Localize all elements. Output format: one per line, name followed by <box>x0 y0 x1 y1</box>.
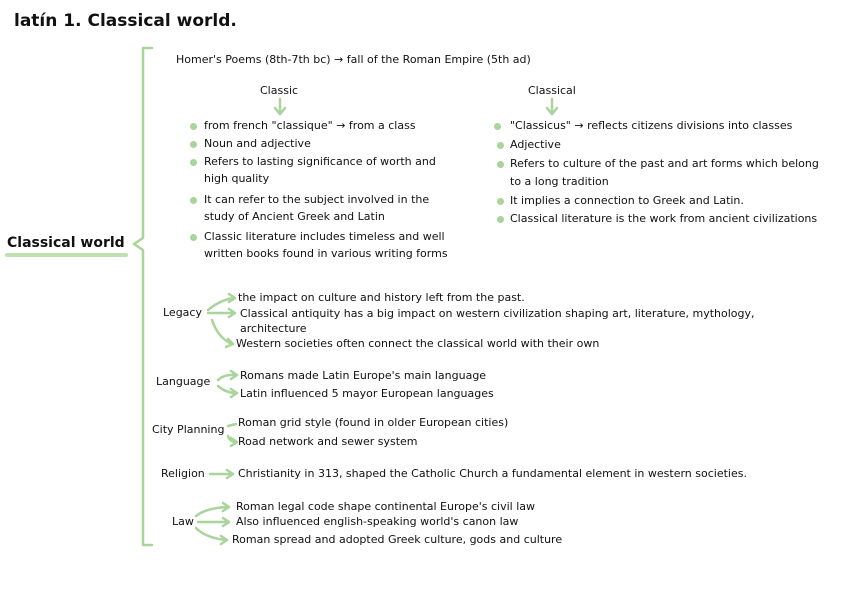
bullet <box>497 216 504 223</box>
classic-item-1: from french "classique" → from a class <box>204 119 416 132</box>
bullet <box>497 142 504 149</box>
religion-label: Religion <box>161 467 205 480</box>
classical-item-2: Adjective <box>510 138 561 151</box>
bullet <box>497 198 504 205</box>
legacy-label: Legacy <box>163 306 202 319</box>
classic-heading: Classic <box>260 84 299 97</box>
religion-item-1: Christianity in 313, shaped the Catholic Church a fundamental element in western societies. <box>238 467 747 480</box>
classic-item-3-cont: high quality <box>204 172 270 185</box>
timeline: Homer's Poems (8th-7th bc) → fall of the Roman Empire (5th ad) <box>176 53 531 66</box>
classical-heading: Classical <box>528 84 576 97</box>
legacy-item-1: the impact on culture and history left from the past. <box>238 291 525 304</box>
classical-item-5: Classical literature is the work from ancient civilizations <box>510 212 818 225</box>
language-item-2: Latin influenced 5 mayor European languages <box>240 387 494 400</box>
bullet <box>190 159 197 166</box>
root-topic: Classical world <box>7 235 125 251</box>
root-underline <box>5 253 128 257</box>
classic-item-5-cont: written books found in various writing forms <box>204 247 448 260</box>
law-item-3: Roman spread and adopted Greek culture, gods and culture <box>232 533 563 546</box>
classic-item-5: Classic literature includes timeless and well <box>204 230 445 243</box>
bullet <box>190 234 197 241</box>
classic-item-4-cont: study of Ancient Greek and Latin <box>204 210 385 223</box>
law-item-1: Roman legal code shape continental Europe's civil law <box>236 500 536 513</box>
page-title: latín 1. Classical world. <box>14 11 237 31</box>
classical-item-4: It implies a connection to Greek and Latin. <box>510 194 744 207</box>
city-planning-label: City Planning <box>152 423 225 436</box>
city-planning-item-2: Road network and sewer system <box>238 435 418 448</box>
law-item-2: Also influenced english-speaking world's canon law <box>236 515 519 528</box>
classical-item-3: Refers to culture of the past and art forms which belong <box>510 157 819 170</box>
legacy-item-2-cont: architecture <box>240 322 307 335</box>
classic-item-3: Refers to lasting significance of worth and <box>204 155 436 168</box>
bullet <box>497 161 504 168</box>
bullet <box>494 123 501 130</box>
bullet <box>190 141 197 148</box>
classical-item-1: "Classicus" → reflects citizens divisions into classes <box>510 119 793 132</box>
legacy-item-2: Classical antiquity has a big impact on western civilization shaping art, literature, mythology, <box>240 307 755 320</box>
classic-item-4: It can refer to the subject involved in the <box>204 193 430 206</box>
language-label: Language <box>156 375 211 388</box>
bullet <box>190 123 197 130</box>
bullet <box>190 197 197 204</box>
language-item-1: Romans made Latin Europe's main language <box>240 369 487 382</box>
classic-item-2: Noun and adjective <box>204 137 311 150</box>
law-label: Law <box>172 515 194 528</box>
classical-item-3-cont: to a long tradition <box>510 175 609 188</box>
city-planning-item-1: Roman grid style (found in older European cities) <box>238 416 509 429</box>
legacy-item-3: Western societies often connect the classical world with their own <box>236 337 600 350</box>
